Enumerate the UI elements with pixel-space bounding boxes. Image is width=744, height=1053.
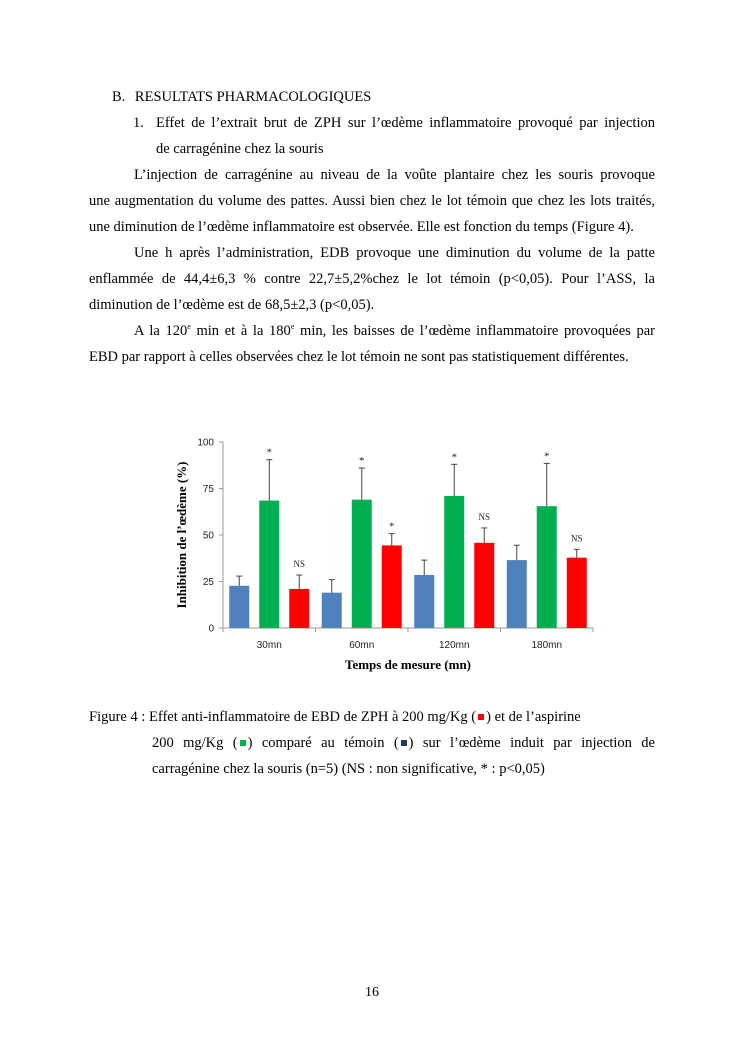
superscript-2: e	[290, 322, 295, 332]
paragraph-3-text-b: min et à la 180	[190, 323, 291, 339]
subsection-line-1	[133, 110, 655, 136]
caption-text-1: Effet anti-inflammatoire de EBD de ZPH à 200 mg/Kg (	[149, 709, 477, 725]
significance-star: *	[389, 520, 395, 533]
caption-line-3: carragénine chez la souris (n=5) (NS : non significative, * : p<0,05)	[152, 761, 545, 777]
bar-chart	[160, 425, 620, 680]
bar	[382, 545, 402, 628]
paragraph-1-line-3: une diminution de l’œdème inflammatoire est observée. Elle est fonction du temps (Figure 4).	[89, 219, 634, 235]
bar	[259, 501, 279, 628]
section-title: RESULTATS PHARMACOLOGIQUES	[134, 89, 372, 105]
bar	[289, 589, 309, 628]
subsection-number: 1.	[133, 115, 144, 131]
y-tick-label: 75	[202, 484, 214, 495]
legend-aspirin-swatch	[240, 740, 246, 746]
caption-text-5: ) sur l’œdème induit par injection de	[408, 735, 655, 751]
legend-edb-swatch	[478, 714, 484, 720]
paragraph-3-line-1	[89, 318, 655, 344]
bar	[507, 560, 527, 628]
subsection-title-line-1: Effet de l’extrait brut de ZPH sur l’œdème inflammatoire provoqué par injection	[156, 115, 655, 131]
paragraph-1-line-2: une augmentation du volume des pattes. Aussi bien chez le lot témoin que chez les lots traités,	[89, 193, 655, 209]
y-tick-label: 25	[202, 577, 214, 588]
paragraph-1-line-1: L’injection de carragénine au niveau de la voûte plantaire chez les souris provoque	[134, 167, 655, 183]
bar	[322, 593, 342, 628]
bar	[352, 500, 372, 628]
significance-star: *	[359, 455, 365, 468]
ns-label: NS	[570, 533, 583, 544]
paragraph-2-line-2: enflammée de 44,4±6,3 % contre 22,7±5,2%chez le lot témoin (p<0,05). Pour l’ASS, la	[89, 271, 655, 287]
significance-star: *	[544, 450, 550, 463]
x-axis-label: Temps de mesure (mn)	[344, 657, 472, 672]
caption-label: Figure 4 :	[89, 709, 150, 725]
paragraph-3	[89, 318, 655, 370]
paragraph-1	[89, 162, 655, 240]
caption-text-2: ) et de l’aspirine	[486, 709, 581, 725]
ns-label: NS	[293, 558, 306, 569]
bar	[537, 506, 557, 628]
legend-control-swatch	[401, 740, 407, 746]
page-number: 16	[365, 985, 379, 1000]
figure-caption	[89, 704, 655, 782]
x-tick-label: 120mn	[438, 640, 470, 651]
significance-star: *	[451, 451, 457, 464]
bar	[444, 496, 464, 628]
paragraph-3-text-c: min, les baisses de l’œdème inflammatoire provoquées par	[294, 323, 656, 339]
caption-text-3: 200 mg/Kg (	[152, 735, 238, 751]
section-heading	[112, 84, 371, 110]
x-tick-label: 60mn	[349, 640, 375, 651]
paragraph-3-line-2: EBD par rapport à celles observées chez le lot témoin ne sont pas statistiquement différentes.	[89, 349, 629, 365]
ns-label: NS	[478, 511, 491, 522]
subsection-heading	[133, 110, 655, 162]
bar	[567, 558, 587, 628]
caption-line-1	[89, 704, 655, 730]
caption-text-4: ) comparé au témoin (	[247, 735, 399, 751]
bar	[414, 575, 434, 628]
paragraph-2	[89, 240, 655, 318]
y-axis-label: Inhibition de l’œdème (%)	[174, 461, 189, 609]
y-tick-label: 0	[208, 623, 214, 635]
subsection-title-line-2: de carragénine chez la souris	[156, 141, 324, 157]
caption-line-2	[89, 730, 655, 756]
x-tick-label: 180mn	[531, 640, 563, 651]
y-tick-label: 100	[197, 437, 214, 449]
paragraph-3-text-a: A la 120	[134, 323, 188, 339]
superscript-1: e	[187, 322, 191, 332]
bar	[229, 586, 249, 628]
bar	[474, 543, 494, 628]
significance-star: *	[266, 446, 272, 459]
x-tick-label: 30mn	[256, 640, 282, 651]
y-tick-label: 50	[202, 530, 214, 542]
paragraph-2-line-3: diminution de l’œdème est de 68,5±2,3 (p<0,05).	[89, 297, 375, 313]
section-letter: B.	[112, 89, 126, 105]
paragraph-2-line-1: Une h après l’administration, EDB provoque une diminution du volume de la patte	[134, 245, 655, 261]
